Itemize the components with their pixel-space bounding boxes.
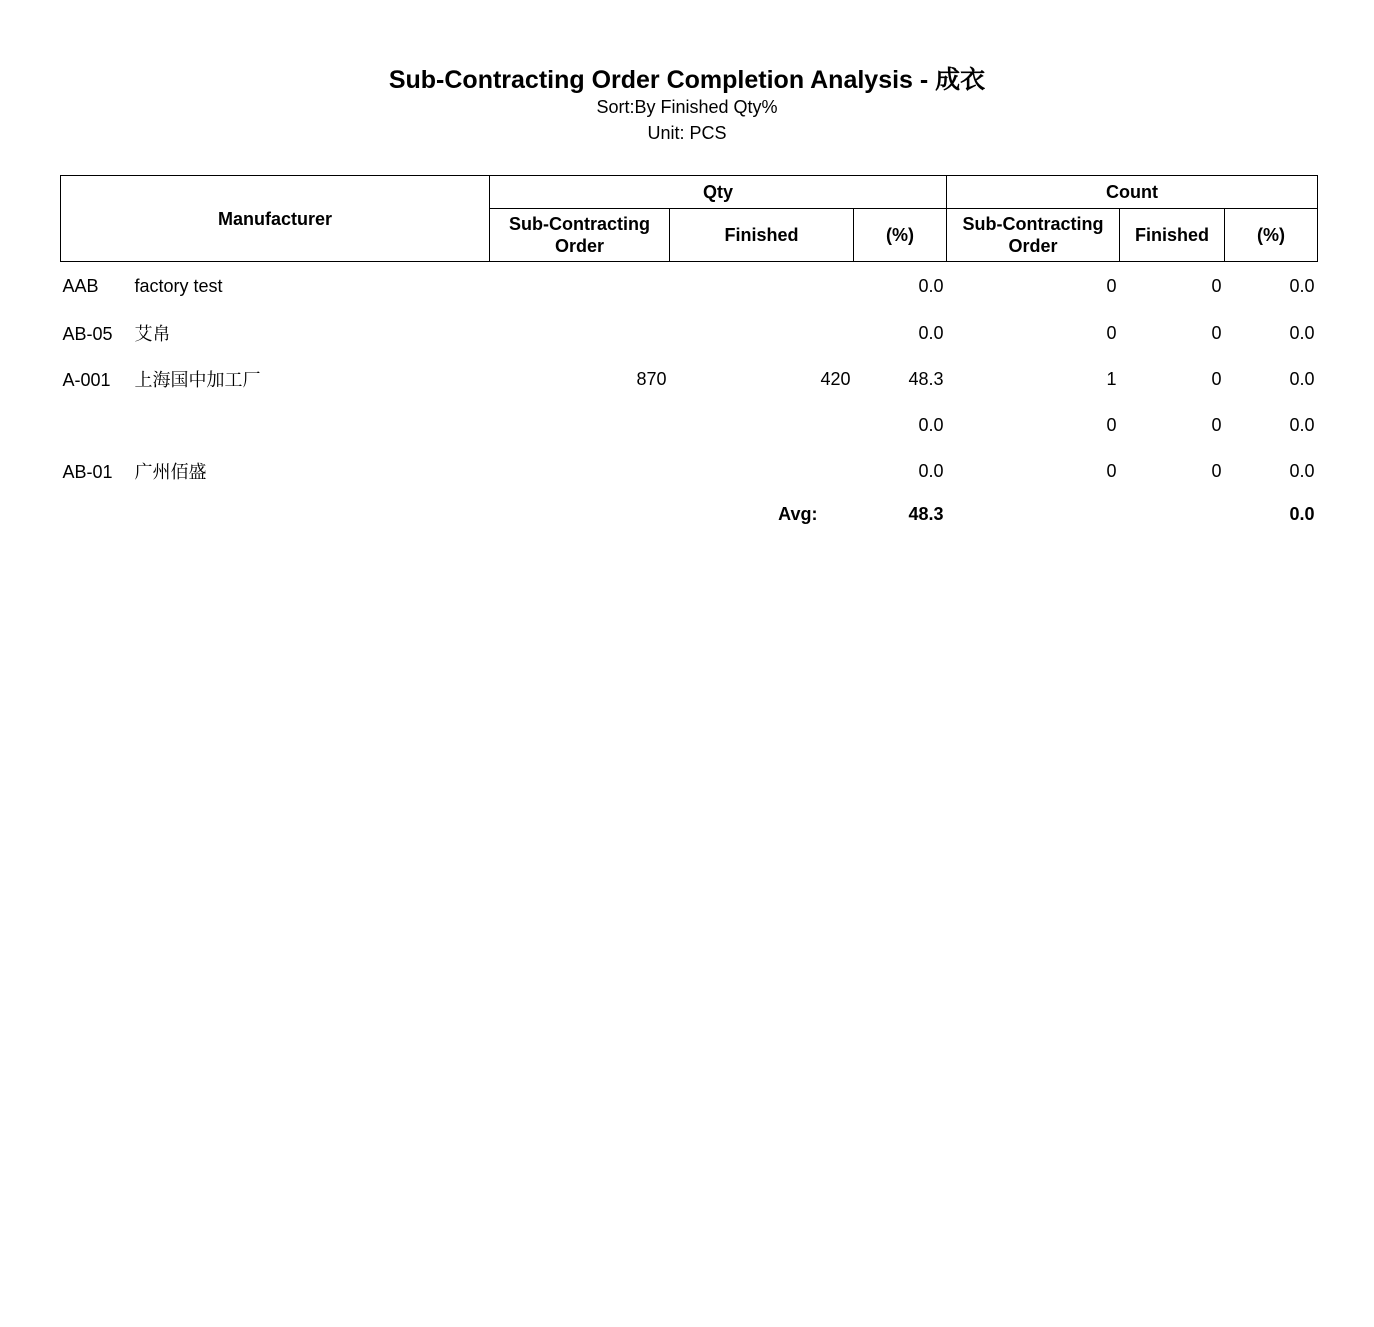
manufacturer-cell: [61, 310, 490, 356]
count-order-cell: 0: [1106, 414, 1117, 435]
count-order-cell: 0: [1106, 460, 1117, 481]
avg-label: Avg:: [778, 503, 818, 524]
table-row: [61, 402, 1318, 448]
avg-qty-pct: 48.3: [908, 503, 944, 524]
qty-pct-cell: 0.0: [918, 460, 944, 481]
avg-row: [61, 494, 1318, 534]
manufacturer-name: 艾帛: [134, 324, 171, 344]
count-sub-contracting-order-header: Sub-Contracting Order: [947, 209, 1120, 262]
qty-finished-cell: [670, 402, 854, 448]
manufacturer-cell: [61, 448, 490, 494]
qty-sub-contracting-order-header: Sub-Contracting Order: [490, 209, 670, 262]
manufacturer-name: 广州佰盛: [134, 462, 207, 482]
manufacturer-cell: [61, 356, 490, 402]
table-row: [61, 310, 1318, 356]
count-finished-cell: 0: [1211, 414, 1222, 435]
count-pct-cell: 0.0: [1289, 322, 1315, 343]
manufacturer-cell: [61, 262, 490, 311]
qty-pct-header: (%): [854, 209, 947, 262]
table-body: [61, 262, 1318, 535]
qty-order-cell: [490, 310, 670, 356]
qty-order-cell: [490, 262, 670, 311]
completion-table: [60, 175, 1318, 534]
manufacturer-header: Manufacturer: [61, 176, 490, 262]
avg-count-pct: 0.0: [1289, 503, 1315, 524]
table-header: [61, 176, 1318, 262]
manufacturer-code: A-001: [62, 370, 111, 390]
manufacturer-code: AB-05: [62, 324, 113, 344]
qty-pct-cell: 0.0: [918, 322, 944, 343]
count-finished-cell: 0: [1211, 322, 1222, 343]
count-pct-cell: 0.0: [1289, 414, 1315, 435]
qty-order-cell: [490, 448, 670, 494]
report-header: [0, 60, 1374, 146]
manufacturer-name: factory test: [134, 275, 223, 296]
qty-order-cell: 870: [636, 368, 667, 389]
table-row: [61, 448, 1318, 494]
qty-finished-cell: 420: [820, 368, 851, 389]
qty-group-header: Qty: [490, 176, 947, 209]
avg-spacer: [1120, 494, 1225, 534]
qty-finished-cell: [670, 310, 854, 356]
qty-pct-cell: 0.0: [918, 414, 944, 435]
count-pct-cell: 0.0: [1289, 460, 1315, 481]
qty-finished-cell: [670, 262, 854, 311]
count-pct-cell: 0.0: [1289, 275, 1315, 296]
qty-pct-cell: 0.0: [918, 275, 944, 296]
report-title: Sub-Contracting Order Completion Analysis - 成衣: [388, 66, 986, 94]
count-order-cell: 0: [1106, 322, 1117, 343]
count-finished-header: Finished: [1120, 209, 1225, 262]
avg-spacer: [947, 494, 1120, 534]
avg-spacer: [61, 494, 490, 534]
count-order-cell: 1: [1106, 368, 1117, 389]
count-pct-header: (%): [1225, 209, 1318, 262]
table-row: [61, 262, 1318, 311]
qty-pct-cell: 48.3: [908, 368, 944, 389]
qty-finished-header: Finished: [670, 209, 854, 262]
manufacturer-code: AB-01: [62, 462, 113, 482]
count-finished-cell: 0: [1211, 368, 1222, 389]
count-finished-cell: 0: [1211, 275, 1222, 296]
qty-order-cell: [490, 402, 670, 448]
manufacturer-name: 上海国中加工厂: [134, 370, 261, 390]
avg-spacer: [490, 494, 670, 534]
manufacturer-code: AAB: [62, 275, 99, 296]
count-pct-cell: 0.0: [1289, 368, 1315, 389]
manufacturer-cell: [61, 402, 490, 448]
count-order-cell: 0: [1106, 275, 1117, 296]
count-finished-cell: 0: [1211, 460, 1222, 481]
table-row: [61, 356, 1318, 402]
qty-finished-cell: [670, 448, 854, 494]
count-group-header: Count: [947, 176, 1318, 209]
report-unit: Unit: PCS: [647, 123, 727, 143]
report-sort: Sort:By Finished Qty%: [596, 97, 778, 117]
